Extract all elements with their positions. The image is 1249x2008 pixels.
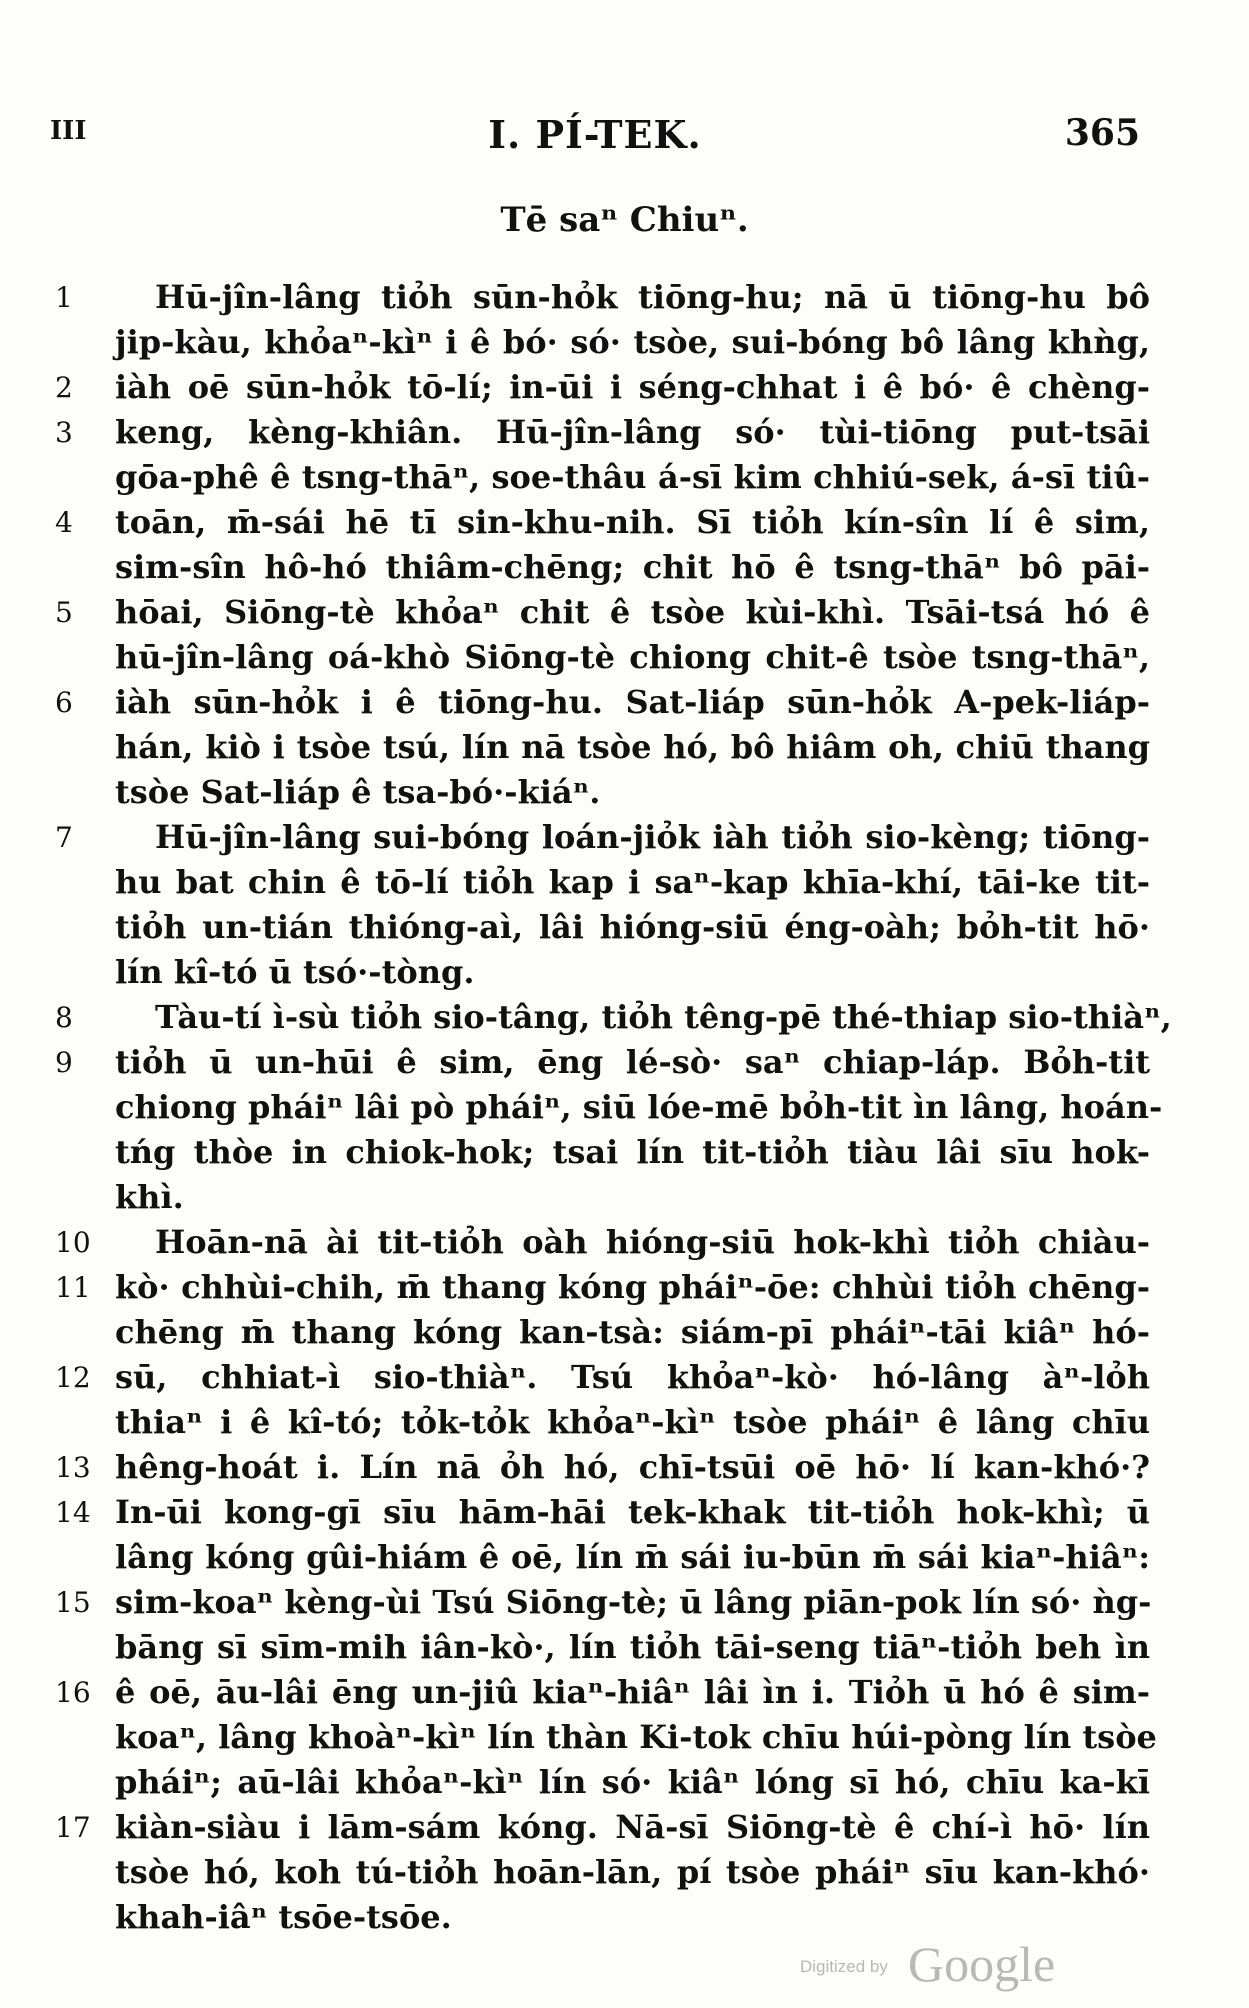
line-text: lín kî-tó ū tsó·-tòng. bbox=[115, 953, 475, 991]
text-line bbox=[55, 455, 1155, 500]
line-text: khah-iâⁿ tsōe-tsōe. bbox=[115, 1898, 452, 1936]
line-text: Hū-jîn-lâng tiỏh sūn-hỏk tiōng-hu; nā ū tiōng-hu bô bbox=[155, 278, 1150, 316]
line-text: tsòe Sat-liáp ê tsa-bó·-kiáⁿ. bbox=[115, 773, 601, 811]
text-line bbox=[55, 1715, 1155, 1760]
text-line bbox=[55, 1220, 1155, 1265]
line-text: tiỏh ū un-hūi ê sim, ēng lé-sò· saⁿ chiap-láp. Bỏh-tit bbox=[115, 1043, 1150, 1081]
line-text: iàh oē sūn-hỏk tō-lí; in-ūi i séng-chhat i ê bó· ê chèng- bbox=[115, 368, 1150, 406]
text-line bbox=[55, 1130, 1155, 1175]
verse-number: 10 bbox=[55, 1226, 91, 1259]
text-line bbox=[55, 1355, 1155, 1400]
text-line bbox=[55, 1535, 1155, 1580]
text-line bbox=[55, 1445, 1155, 1490]
line-text: In-ūi kong-gī sīu hām-hāi tek-khak tit-tiỏh hok-khì; ū bbox=[115, 1493, 1150, 1531]
text-line bbox=[55, 950, 1155, 995]
line-text: iàh sūn-hỏk i ê tiōng-hu. Sat-liáp sūn-hỏk A-pek-liáp- bbox=[115, 683, 1150, 721]
digitized-by-label: Digitized by bbox=[800, 1957, 888, 1976]
text-line bbox=[55, 1670, 1155, 1715]
line-text: tiỏh un-tián thióng-aì, lâi hióng-siū éng-oàh; bỏh-tit hō· bbox=[115, 908, 1150, 946]
text-line bbox=[55, 1400, 1155, 1445]
text-line bbox=[55, 1895, 1155, 1940]
line-text: chiong pháiⁿ lâi pò pháiⁿ, siū lóe-mē bỏh-tit ìn lâng, hoán- bbox=[115, 1088, 1163, 1126]
verse-number: 2 bbox=[55, 371, 73, 404]
line-text: jip-kàu, khỏaⁿ-kìⁿ i ê bó· só· tsòe, sui-bóng bô lâng khǹg, bbox=[115, 323, 1150, 361]
verse-number: 11 bbox=[55, 1271, 91, 1304]
line-text: hêng-hoát i. Lín nā ỏh hó, chī-tsūi oē hō· lí kan-khó·? bbox=[115, 1448, 1150, 1486]
line-text: khì. bbox=[115, 1178, 184, 1216]
verse-number: 9 bbox=[55, 1046, 73, 1079]
line-text: koaⁿ, lâng khoàⁿ-kìⁿ lín thàn Ki-tok chīu húi-pòng lín tsòe bbox=[115, 1718, 1157, 1756]
text-line bbox=[55, 410, 1155, 455]
text-line bbox=[55, 1175, 1155, 1220]
line-text: sim-koaⁿ kèng-ùi Tsú Siōng-tè; ū lâng piān-pok lín só· ǹg- bbox=[115, 1583, 1152, 1621]
running-title: I. PÍ-TEK. bbox=[488, 112, 702, 157]
line-text: kiàn-siàu i lām-sám kóng. Nā-sī Siōng-tè ê chí-ì hō· lín bbox=[115, 1808, 1150, 1846]
text-body bbox=[55, 275, 1172, 1940]
verse-number: 5 bbox=[55, 596, 73, 629]
text-line bbox=[55, 1085, 1163, 1130]
text-line bbox=[55, 545, 1155, 590]
verse-number: 14 bbox=[55, 1496, 91, 1529]
line-text: hán, kiò i tsòe tsú, lín nā tsòe hó, bô hiâm oh, chiū thang bbox=[115, 728, 1150, 766]
line-text: lâng kóng gûi-hiám ê oē, lín m̄ sái iu-būn m̄ sái kiaⁿ-hiâⁿ: bbox=[115, 1538, 1150, 1576]
digitization-watermark bbox=[800, 1935, 1100, 1995]
text-line bbox=[55, 275, 1155, 320]
text-line bbox=[55, 680, 1155, 725]
text-line bbox=[55, 1625, 1155, 1670]
text-line bbox=[55, 770, 1155, 815]
running-header bbox=[50, 112, 1140, 162]
chapter-roman-numeral: III bbox=[50, 116, 87, 146]
text-line bbox=[55, 365, 1155, 410]
text-line bbox=[55, 590, 1155, 635]
verse-number: 3 bbox=[55, 416, 73, 449]
line-text: pháiⁿ; aū-lâi khỏaⁿ-kìⁿ lín só· kiâⁿ lóng sī hó, chīu ka-kī bbox=[115, 1763, 1150, 1801]
text-line bbox=[55, 1805, 1155, 1850]
text-line bbox=[55, 1760, 1155, 1805]
text-line bbox=[55, 1580, 1155, 1625]
verse-number: 13 bbox=[55, 1451, 91, 1484]
verse-number: 7 bbox=[55, 821, 73, 854]
line-text: tńg thòe in chiok-hok; tsai lín tit-tiỏh tiàu lâi sīu hok- bbox=[115, 1133, 1150, 1171]
page-number: 365 bbox=[1064, 112, 1140, 154]
text-line bbox=[55, 995, 1172, 1040]
line-text: toān, m̄-sái hē tī sin-khu-nih. Sī tiỏh kín-sîn lí ê sim, bbox=[115, 503, 1150, 541]
verse-number: 8 bbox=[55, 1001, 73, 1034]
text-line bbox=[55, 1265, 1155, 1310]
line-text: keng, kèng-khiân. Hū-jîn-lâng só· tùi-tiōng put-tsāi bbox=[115, 413, 1150, 451]
google-logo: Google bbox=[908, 1936, 1056, 1992]
text-line bbox=[55, 860, 1155, 905]
line-text: Hū-jîn-lâng sui-bóng loán-jiỏk iàh tiỏh sio-kèng; tiōng- bbox=[155, 818, 1150, 856]
chapter-title: Tē saⁿ Chiuⁿ. bbox=[500, 200, 749, 240]
text-line bbox=[55, 905, 1155, 950]
verse-number: 6 bbox=[55, 686, 73, 719]
line-text: gōa-phê ê tsng-thāⁿ, soe-thâu á-sī kim chhiú-sek, á-sī tiû- bbox=[115, 458, 1150, 496]
verse-number: 16 bbox=[55, 1676, 91, 1709]
line-text: thiaⁿ i ê kî-tó; tỏk-tỏk khỏaⁿ-kìⁿ tsòe pháiⁿ ê lâng chīu bbox=[115, 1403, 1150, 1441]
text-line bbox=[55, 500, 1155, 545]
line-text: chēng m̄ thang kóng kan-tsà: siám-pī pháiⁿ-tāi kiâⁿ hó- bbox=[115, 1313, 1150, 1351]
verse-number: 4 bbox=[55, 506, 73, 539]
line-text: Hoān-nā ài tit-tiỏh oàh hióng-siū hok-khì tiỏh chiàu- bbox=[155, 1223, 1150, 1261]
line-text: hōai, Siōng-tè khỏaⁿ chit ê tsòe kùi-khì. Tsāi-tsá hó ê bbox=[115, 593, 1150, 631]
verse-number: 1 bbox=[55, 281, 73, 314]
text-line bbox=[55, 725, 1155, 770]
line-text: ê oē, āu-lâi ēng un-jiû kiaⁿ-hiâⁿ lâi ìn i. Tiỏh ū hó ê sim- bbox=[115, 1673, 1150, 1711]
line-text: Tàu-tí ì-sù tiỏh sio-tâng, tiỏh têng-pē thé-thiap sio-thiàⁿ, bbox=[155, 998, 1172, 1036]
line-text: sū, chhiat-ì sio-thiàⁿ. Tsú khỏaⁿ-kò· hó-lâng àⁿ-lỏh bbox=[115, 1358, 1150, 1396]
line-text: hū-jîn-lâng oá-khò Siōng-tè chiong chit-ê tsòe tsng-thāⁿ, bbox=[115, 638, 1150, 676]
line-text: tsòe hó, koh tú-tiỏh hoān-lān, pí tsòe pháiⁿ sīu kan-khó· bbox=[115, 1853, 1150, 1891]
verse-number: 15 bbox=[55, 1586, 91, 1619]
line-text: sim-sîn hô-hó thiâm-chēng; chit hō ê tsng-thāⁿ bô pāi- bbox=[115, 548, 1150, 586]
line-text: bāng sī sīm-mih iân-kò·, lín tiỏh tāi-seng tiāⁿ-tiỏh beh ìn bbox=[115, 1628, 1150, 1666]
text-line bbox=[55, 1040, 1155, 1085]
verse-number: 12 bbox=[55, 1361, 91, 1394]
text-line bbox=[55, 1490, 1155, 1535]
line-text: hu bat chin ê tō-lí tiỏh kap i saⁿ-kap khīa-khí, tāi-ke tit- bbox=[115, 863, 1150, 901]
text-line bbox=[55, 815, 1155, 860]
verse-number: 17 bbox=[55, 1811, 91, 1844]
text-line bbox=[55, 1310, 1155, 1355]
text-line bbox=[55, 635, 1155, 680]
text-line bbox=[55, 1850, 1155, 1895]
text-line bbox=[55, 320, 1155, 365]
line-text: kò· chhùi-chih, m̄ thang kóng pháiⁿ-ōe: chhùi tiỏh chēng- bbox=[115, 1268, 1150, 1306]
